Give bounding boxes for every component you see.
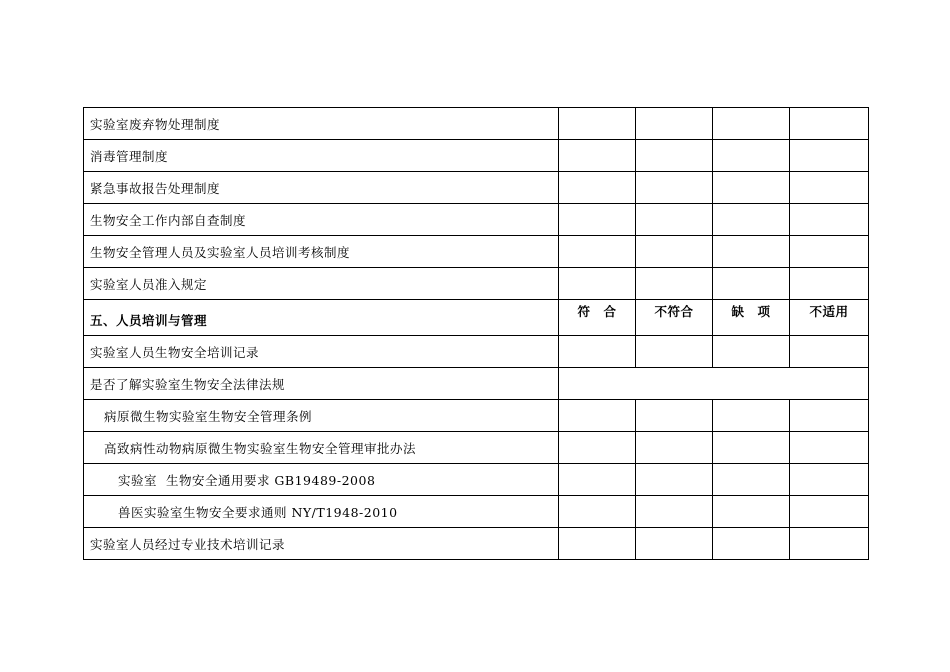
check-cell[interactable] [559,108,636,140]
item-label: 高致病性动物病原微生物实验室生物安全管理审批办法 [84,432,559,464]
merged-cell [559,368,869,400]
check-cell[interactable] [636,140,713,172]
check-cell[interactable] [713,464,790,496]
item-label: 实验室 生物安全通用要求 GB19489-2008 [84,464,559,496]
table-row [84,464,869,496]
item-label: 兽医实验室生物安全要求通则 NY/T1948-2010 [84,496,559,528]
check-cell[interactable] [559,432,636,464]
check-cell[interactable] [713,400,790,432]
table-row [84,172,869,204]
check-cell[interactable] [636,336,713,368]
item-label: 实验室人员准入规定 [84,268,559,300]
check-cell[interactable] [790,400,869,432]
check-cell[interactable] [713,496,790,528]
check-cell[interactable] [790,464,869,496]
item-label: 生物安全管理人员及实验室人员培训考核制度 [84,236,559,268]
check-cell[interactable] [713,236,790,268]
check-cell[interactable] [790,432,869,464]
table-row [84,268,869,300]
check-cell[interactable] [790,236,869,268]
check-cell[interactable] [559,268,636,300]
check-cell[interactable] [559,400,636,432]
check-cell[interactable] [559,464,636,496]
table-row [84,400,869,432]
check-cell[interactable] [636,400,713,432]
section-title: 五、人员培训与管理 [84,300,559,336]
item-label: 是否了解实验室生物安全法律法规 [84,368,559,400]
check-cell[interactable] [790,204,869,236]
check-cell[interactable] [790,528,869,560]
check-cell[interactable] [559,204,636,236]
item-label: 实验室人员生物安全培训记录 [84,336,559,368]
check-cell[interactable] [559,140,636,172]
column-header-missing: 缺 项 [713,300,790,336]
check-cell[interactable] [790,496,869,528]
item-label: 实验室废弃物处理制度 [84,108,559,140]
table-row [84,108,869,140]
check-cell[interactable] [636,108,713,140]
column-header-conform: 符 合 [559,300,636,336]
table-row [84,368,869,400]
check-cell[interactable] [636,204,713,236]
item-label: 消毒管理制度 [84,140,559,172]
check-cell[interactable] [713,108,790,140]
check-cell[interactable] [559,336,636,368]
check-cell[interactable] [636,172,713,204]
check-cell[interactable] [636,528,713,560]
item-label: 生物安全工作内部自查制度 [84,204,559,236]
table-row [84,236,869,268]
check-cell[interactable] [713,204,790,236]
check-cell[interactable] [636,432,713,464]
check-cell[interactable] [790,268,869,300]
check-cell[interactable] [636,496,713,528]
check-cell[interactable] [790,336,869,368]
table-row [84,204,869,236]
table-row [84,140,869,172]
check-cell[interactable] [559,528,636,560]
check-cell[interactable] [790,108,869,140]
check-cell[interactable] [713,140,790,172]
item-label: 实验室人员经过专业技术培训记录 [84,528,559,560]
table-row [84,528,869,560]
check-cell[interactable] [636,464,713,496]
check-cell[interactable] [559,172,636,204]
column-header-nonconform: 不符合 [636,300,713,336]
check-cell[interactable] [713,432,790,464]
table-row [84,496,869,528]
section-header-row [84,300,869,336]
check-cell[interactable] [790,140,869,172]
check-cell[interactable] [713,528,790,560]
table-row [84,432,869,464]
column-header-not-applicable: 不适用 [790,300,869,336]
table-row [84,336,869,368]
check-cell[interactable] [636,236,713,268]
check-cell[interactable] [713,172,790,204]
check-cell[interactable] [713,336,790,368]
check-cell[interactable] [559,236,636,268]
item-label: 病原微生物实验室生物安全管理条例 [84,400,559,432]
check-cell[interactable] [636,268,713,300]
item-label: 紧急事故报告处理制度 [84,172,559,204]
check-cell[interactable] [790,172,869,204]
checklist-table [83,107,869,560]
check-cell[interactable] [713,268,790,300]
check-cell[interactable] [559,496,636,528]
